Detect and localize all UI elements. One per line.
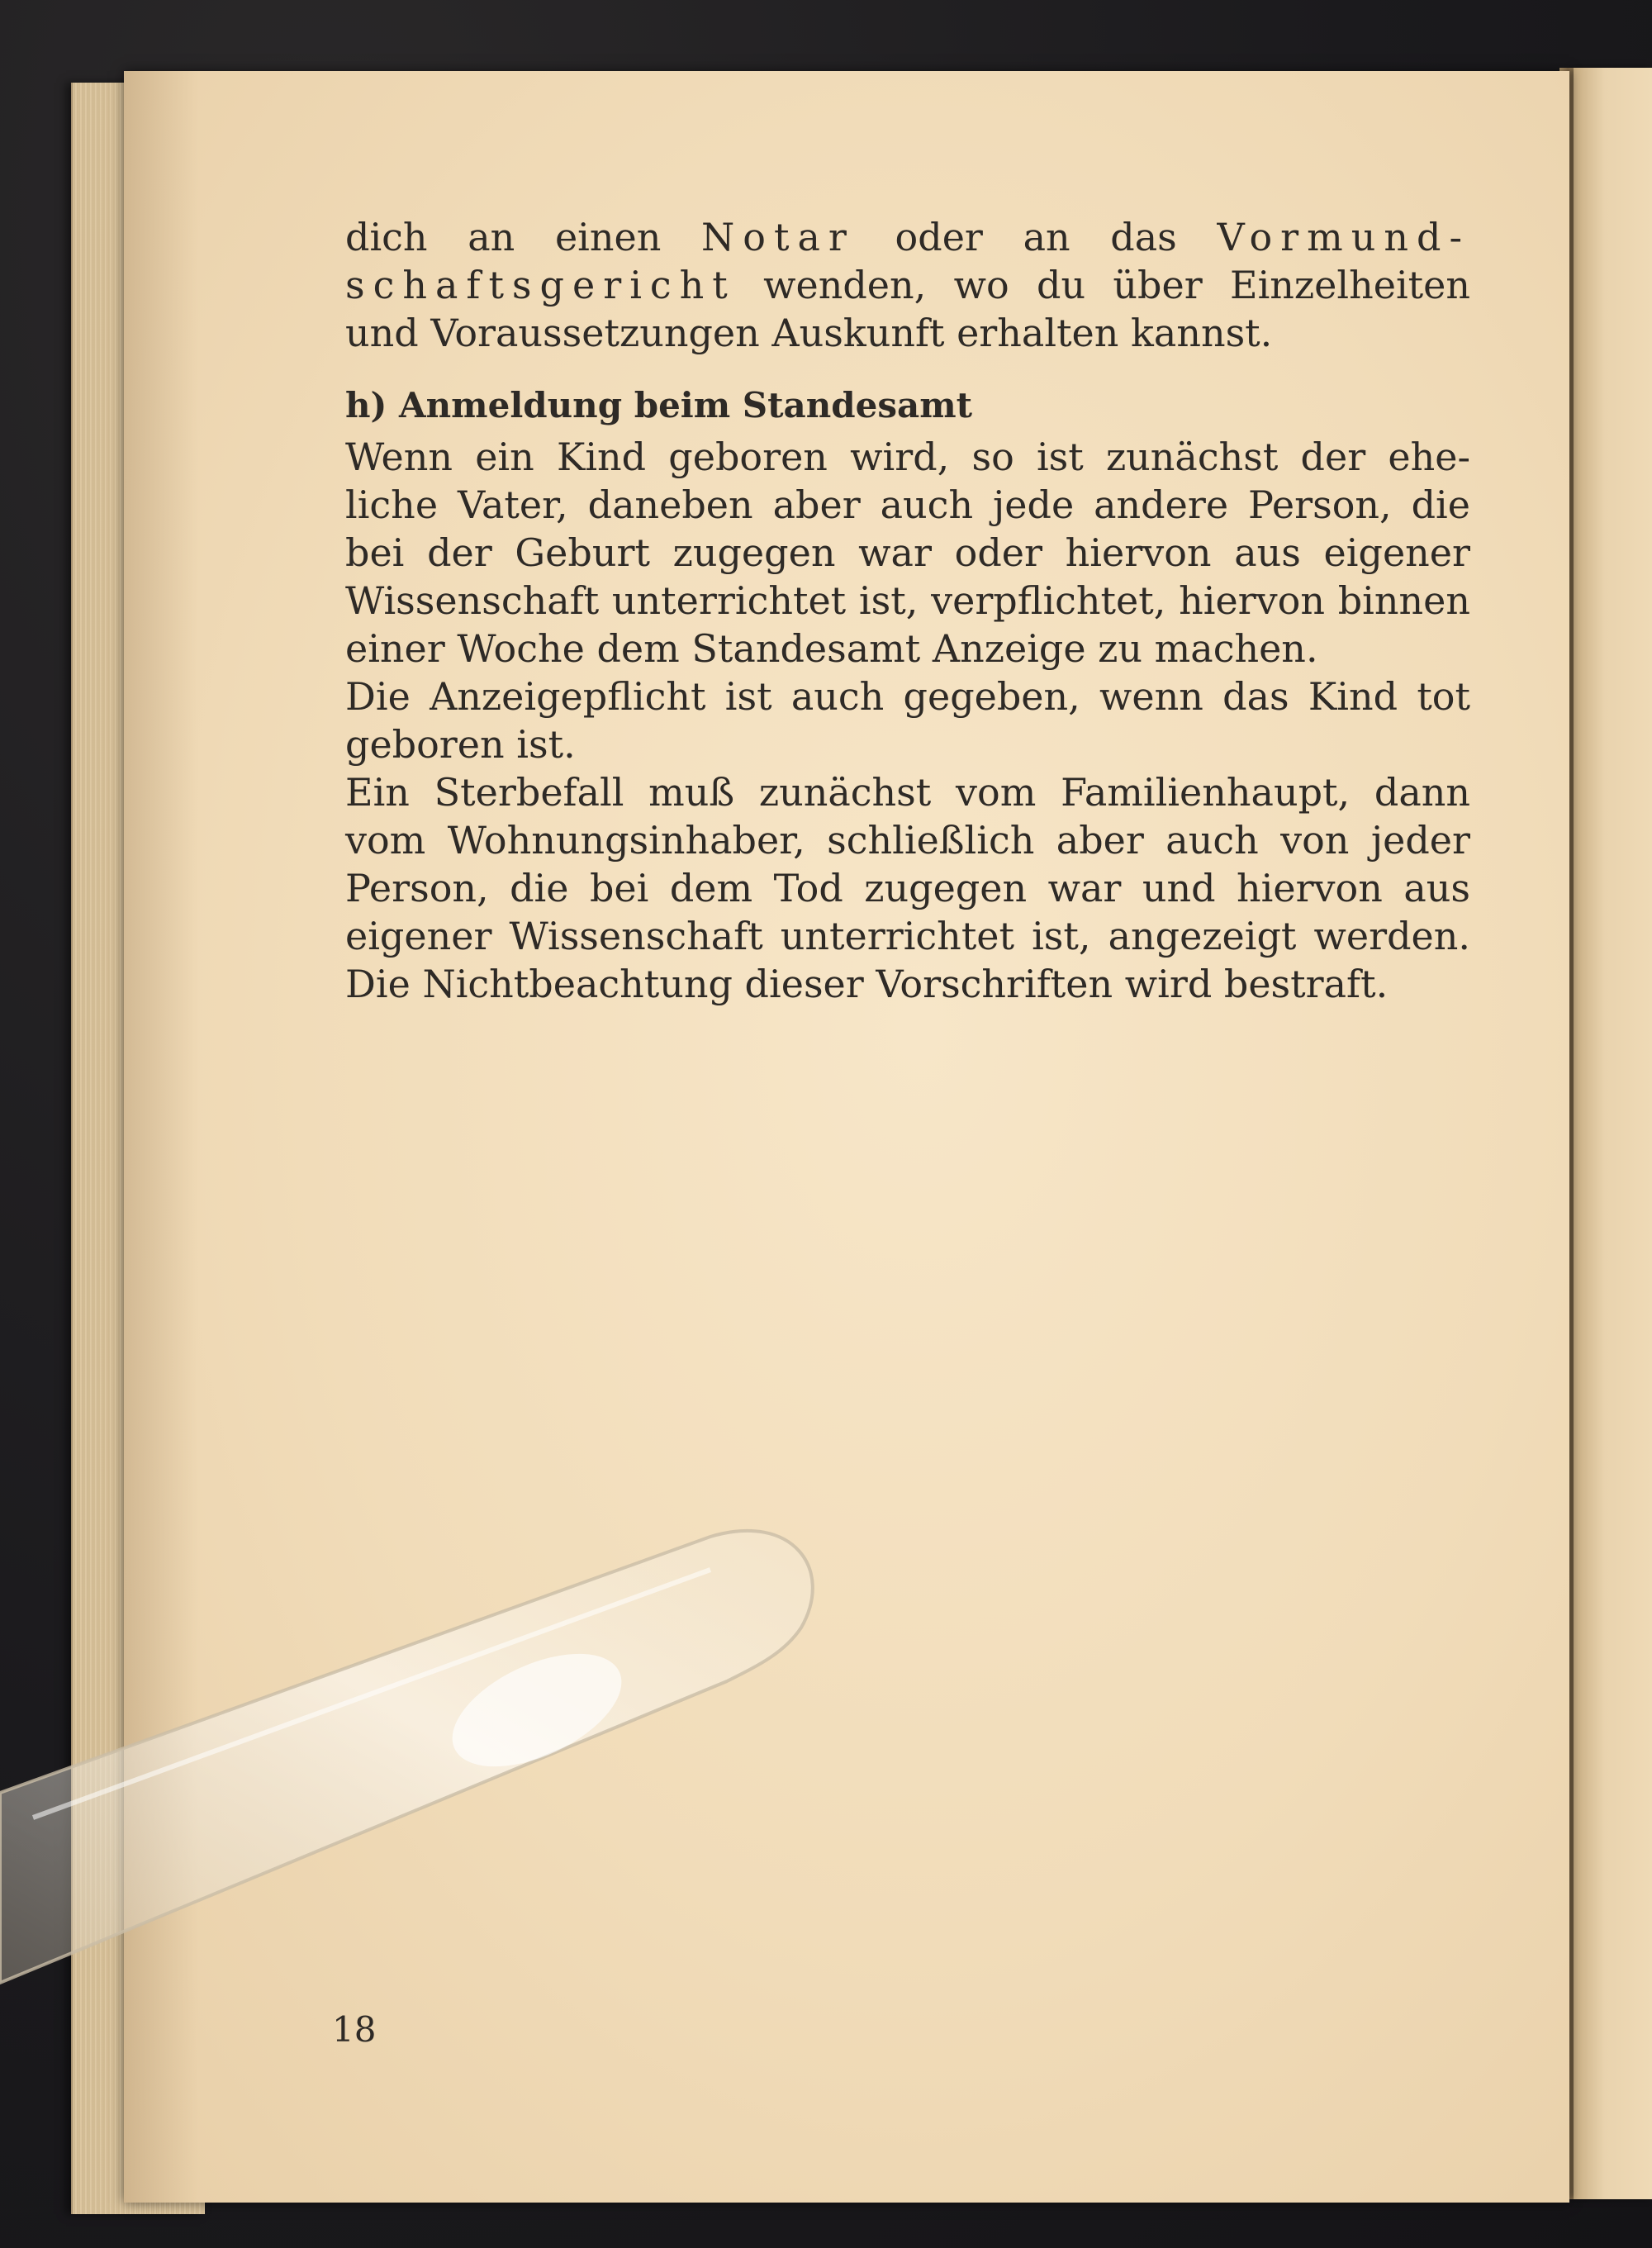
text-line: bei der Geburt zugegen war oder hiervon aus eigener	[345, 530, 1470, 575]
text-line: geboren ist.	[345, 722, 576, 767]
text-line: eigener Wissenschaft unterrichtet ist, angezeigt werden.	[345, 914, 1470, 958]
spaced-word-schaftsgericht: schaftsgericht	[345, 263, 736, 307]
text-span: oder an das	[854, 215, 1218, 259]
text-line: und Voraussetzungen Auskunft erhalten kannst.	[345, 311, 1273, 355]
text-span: dich an einen	[345, 215, 702, 259]
section-heading: h) Anmeldung beim Standesamt	[345, 385, 973, 425]
page-number: 18	[332, 2009, 377, 2050]
text-line: Die Nichtbeachtung dieser Vorschriften wird bestraft.	[345, 962, 1389, 1006]
text-line	[345, 213, 1470, 261]
text-line: einer Woche dem Standesamt Anzeige zu machen.	[345, 626, 1318, 671]
text-line	[345, 261, 1470, 309]
text-line: Wissenschaft unterrichtet ist, verpflichtet, hiervon binnen	[345, 578, 1470, 623]
text-line: liche Vater, daneben aber auch jede andere Person, die	[345, 482, 1470, 527]
text-line: Person, die bei dem Tod zugegen war und hiervon aus	[345, 866, 1470, 910]
text-line: Die Anzeigepflicht ist auch gegeben, wenn das Kind tot	[345, 674, 1470, 719]
page-text	[345, 213, 1470, 1008]
text-line: Ein Sterbefall muß zunächst vom Familienhaupt, dann	[345, 770, 1470, 815]
text-span: wenden, wo du über Einzelheiten	[735, 263, 1470, 307]
right-page-sliver	[1574, 68, 1652, 2199]
text-line: vom Wohnungsinhaber, schließlich aber auch von jeder	[345, 818, 1470, 863]
spaced-word-notar: Notar	[701, 215, 855, 259]
spaced-word-vormund: Vormund-	[1217, 215, 1470, 259]
text-line: Wenn ein Kind geboren wird, so ist zunächst der ehe-	[345, 435, 1470, 479]
transparent-pointer-tool	[0, 1520, 843, 2049]
